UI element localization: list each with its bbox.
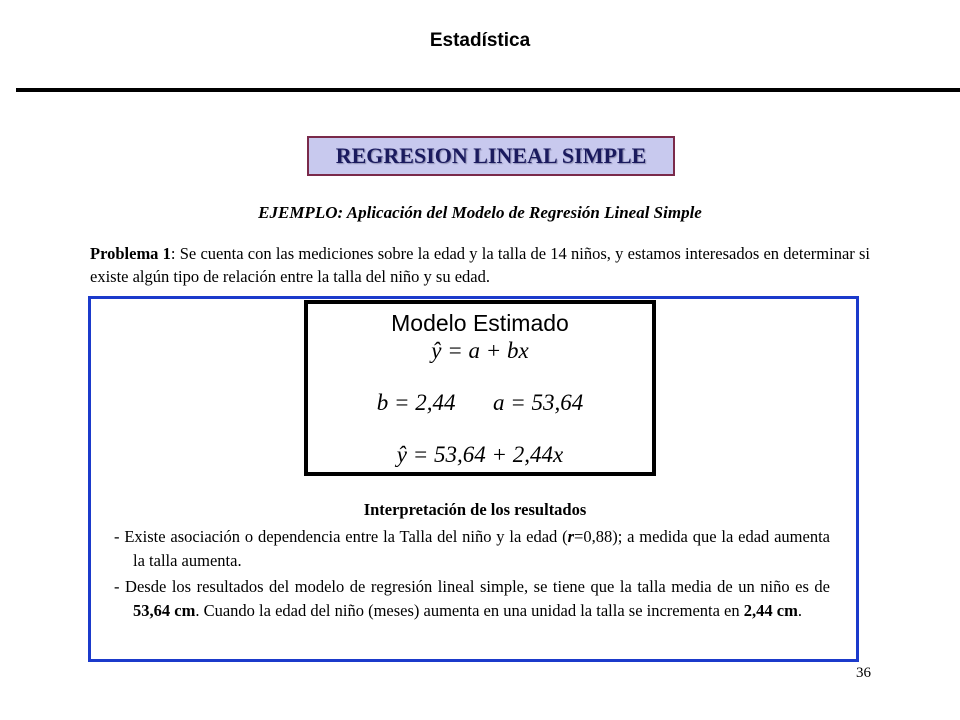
model-equation-general bbox=[308, 338, 652, 364]
interpretation-bullet-1 bbox=[114, 525, 830, 573]
bullet1-r: r bbox=[567, 527, 575, 546]
section-title-box bbox=[307, 136, 675, 176]
eq3-rest: = 53,64 + 2,44x bbox=[406, 442, 564, 467]
eq3-yhat: ŷ bbox=[396, 442, 407, 467]
problem-statement bbox=[90, 242, 870, 288]
page-number: 36 bbox=[856, 665, 871, 681]
coef-a: a = 53,64 bbox=[493, 390, 584, 415]
coef-b: b = 2,44 bbox=[376, 390, 456, 415]
bullet2-mid: . Cuando la edad del niño (meses) aumenta en una unidad la talla se incrementa en bbox=[195, 601, 744, 620]
bullet1-dash: - bbox=[114, 527, 125, 546]
problem-label: Problema 1 bbox=[90, 244, 171, 263]
bullet2-post: . bbox=[797, 601, 802, 620]
bullet2-value2: 2,44 cm bbox=[743, 601, 798, 620]
interpretation-bullet-2 bbox=[114, 575, 830, 623]
model-equation-estimated bbox=[308, 442, 652, 468]
bullet2-pre: Desde los resultados del modelo de regresión lineal simple, se tiene que la talla media de un niño es de bbox=[125, 577, 831, 596]
header-title: Estadística bbox=[429, 30, 531, 51]
bullet2-dash: - bbox=[114, 577, 126, 596]
model-title: Modelo Estimado bbox=[391, 310, 569, 336]
eq1-yhat: ŷ bbox=[431, 338, 442, 363]
example-title: EJEMPLO: Aplicación del Modelo de Regresión Lineal Simple bbox=[258, 203, 702, 222]
bullet2-value1: 53,64 cm bbox=[133, 601, 196, 620]
problem-text: : Se cuenta con las mediciones sobre la edad y la talla de 14 niños, y estamos interesados en determinar si existe algún tipo de relación entre la talla del niño y su edad. bbox=[90, 244, 870, 286]
model-box bbox=[304, 300, 656, 476]
bullet1-pre: Existe asociación o dependencia entre la Talla del niño y la edad ( bbox=[124, 527, 568, 546]
header-divider bbox=[16, 88, 960, 92]
model-coefficients bbox=[308, 390, 652, 416]
section-title: REGRESION LINEAL SIMPLE bbox=[335, 143, 647, 168]
interpretation-title: Interpretación de los resultados bbox=[363, 500, 587, 519]
bullet1-post: =0,88); a medida que la edad aumenta la talla aumenta. bbox=[133, 527, 831, 570]
eq1-rest: = a + bx bbox=[441, 338, 529, 363]
